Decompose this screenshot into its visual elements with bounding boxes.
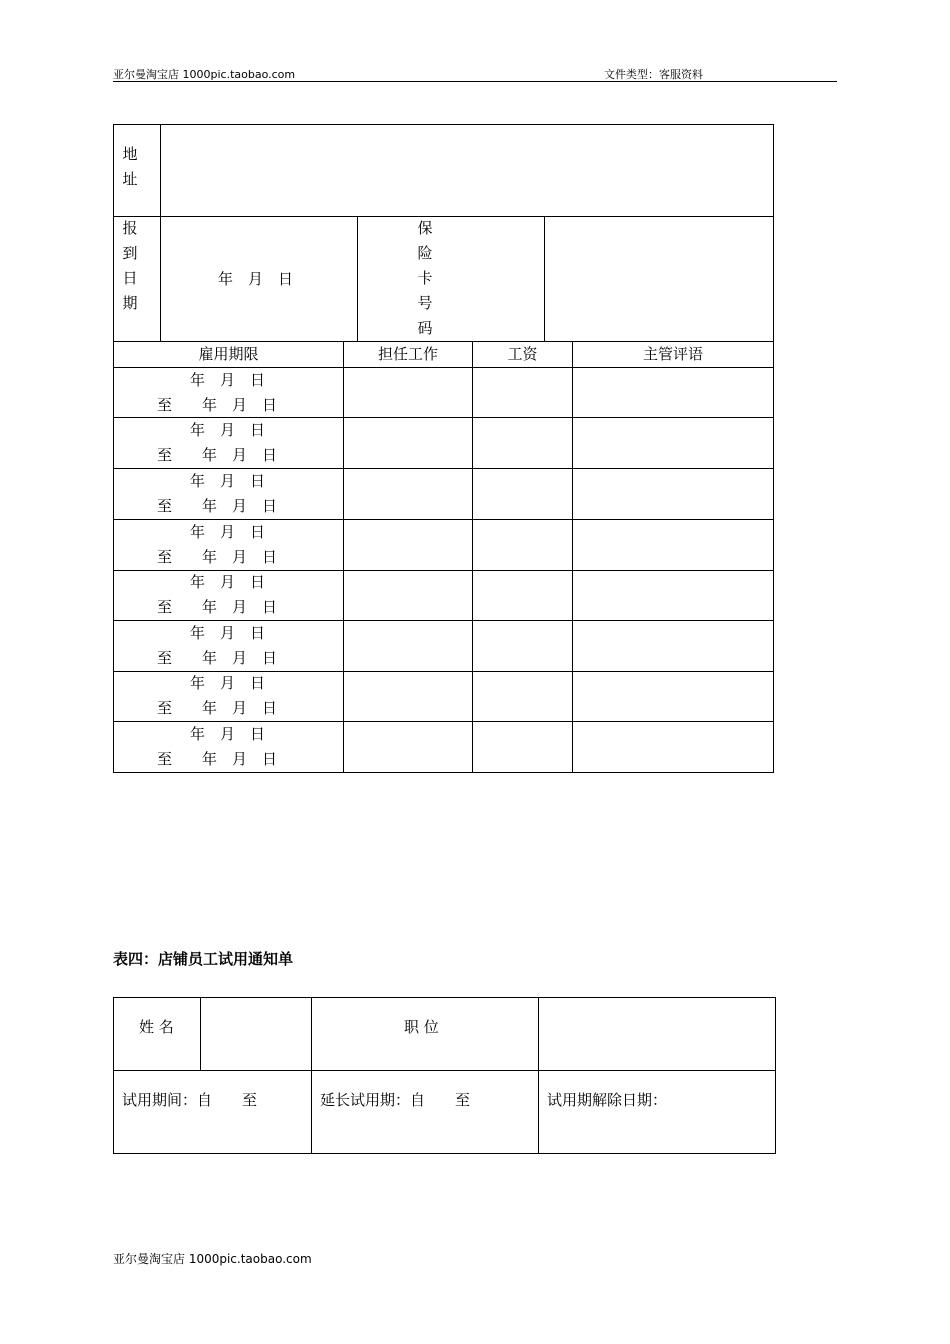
- extended-trial-label: 延长试用期：自 至: [320, 1091, 471, 1109]
- name-field[interactable]: [201, 998, 311, 1070]
- position-label: 职 位: [404, 1018, 439, 1036]
- row-date-to: 至 年 月 日: [157, 649, 278, 667]
- row-date-from: 年 月 日: [190, 674, 266, 692]
- address-field[interactable]: [161, 125, 773, 216]
- address-label: 地 址: [122, 145, 138, 188]
- trial-end-date-label: 试用期解除日期：: [547, 1091, 668, 1109]
- table-border: [775, 997, 776, 1153]
- table-border: [113, 124, 114, 772]
- table-border: [773, 124, 774, 772]
- column-header-salary: 工资: [507, 345, 538, 363]
- table-border: [113, 1153, 776, 1154]
- row-date-from: 年 月 日: [190, 573, 266, 591]
- table-border: [343, 341, 344, 772]
- row-date-to: 至 年 月 日: [157, 548, 278, 566]
- row-date-from: 年 月 日: [190, 472, 266, 490]
- name-label: 姓 名: [139, 1018, 174, 1036]
- row-date-from: 年 月 日: [190, 725, 266, 743]
- table-border: [357, 216, 358, 341]
- footer-shop-name: 亚尔曼淘宝店 1000pic.taobao.com: [113, 1252, 312, 1266]
- column-header-supervisor-comment: 主管评语: [642, 345, 703, 363]
- header-rule: [113, 81, 837, 82]
- header-file-type: 文件类型：客服资料: [604, 68, 703, 81]
- trial-period-label: 试用期间：自 至: [122, 1091, 258, 1109]
- row-date-from: 年 月 日: [190, 371, 266, 389]
- table-border: [113, 997, 114, 1153]
- row-date-to: 至 年 月 日: [157, 699, 278, 717]
- row-date-to: 至 年 月 日: [157, 446, 278, 464]
- column-header-employment-period: 雇用期限: [198, 345, 259, 363]
- insurance-card-label: 保 险 卡 号 码: [417, 219, 433, 337]
- row-date-to: 至 年 月 日: [157, 396, 278, 414]
- report-date-label: 报 到 日 期: [122, 219, 138, 312]
- row-date-to: 至 年 月 日: [157, 750, 278, 768]
- column-header-position: 担任工作: [377, 345, 438, 363]
- position-field[interactable]: [539, 998, 775, 1070]
- table-border: [113, 1070, 776, 1071]
- table-border: [311, 997, 312, 1153]
- row-date-from: 年 月 日: [190, 421, 266, 439]
- row-date-from: 年 月 日: [190, 523, 266, 541]
- header-shop-name: 亚尔曼淘宝店 1000pic.taobao.com: [113, 68, 296, 81]
- section-title: 表四：店铺员工试用通知单: [113, 950, 294, 968]
- report-date-value[interactable]: 年 月 日: [218, 270, 294, 288]
- insurance-card-field[interactable]: [545, 217, 773, 341]
- row-date-to: 至 年 月 日: [157, 497, 278, 515]
- table-border: [113, 772, 774, 773]
- table-border: [472, 341, 473, 772]
- table-border: [572, 341, 573, 772]
- row-date-to: 至 年 月 日: [157, 598, 278, 616]
- row-date-from: 年 月 日: [190, 624, 266, 642]
